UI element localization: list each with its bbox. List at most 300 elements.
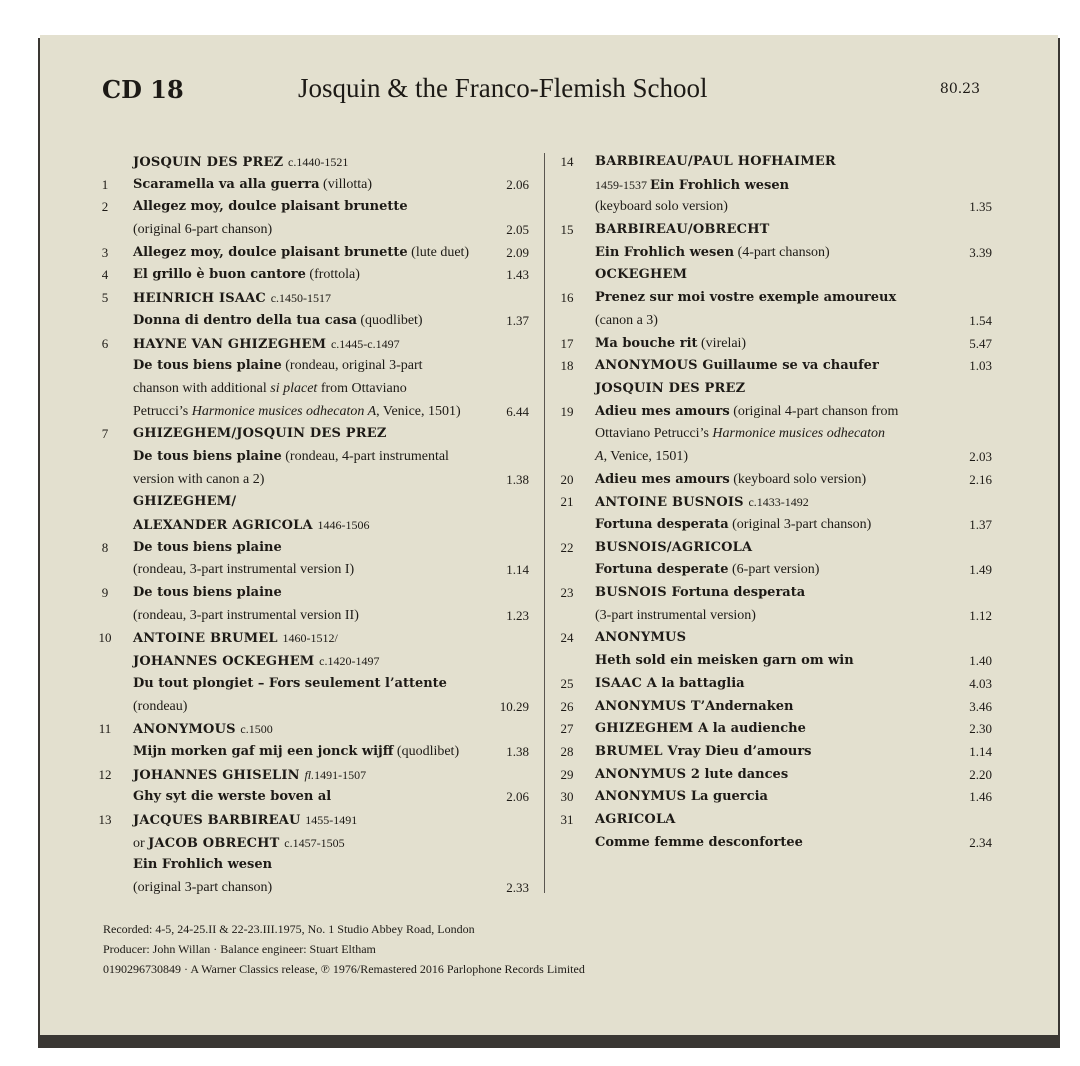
- tracklist-line: [96, 854, 529, 877]
- track-number: 31: [560, 811, 574, 827]
- text-segment: Fortuna desperate: [595, 562, 729, 578]
- track-number: 11: [98, 721, 112, 737]
- track-duration: 1.35: [969, 199, 992, 215]
- track-text: [595, 514, 871, 537]
- track-text: [133, 514, 370, 538]
- text-segment: from Ottaviano: [317, 380, 407, 396]
- track-number: 27: [560, 721, 574, 737]
- track-text: [595, 786, 768, 809]
- tracklist-line: [96, 605, 529, 628]
- track-text: [595, 741, 811, 764]
- text-segment: ANONYMOUS: [133, 722, 241, 738]
- text-segment: ANTOINE BUSNOIS: [595, 495, 749, 511]
- text-segment: De tous biens plaine: [133, 358, 282, 374]
- track-text: [595, 696, 793, 719]
- text-segment: ISAAC: [595, 675, 647, 691]
- tracklist-line: [96, 809, 529, 832]
- tracklist-line: [558, 741, 992, 764]
- track-duration: 1.38: [506, 471, 529, 487]
- track-duration: 1.23: [506, 607, 529, 623]
- text-segment: Ein Frohlich wesen: [650, 177, 790, 193]
- track-number: 28: [560, 743, 574, 759]
- track-duration: 1.37: [969, 517, 992, 532]
- track-number: 30: [560, 789, 574, 805]
- tracklist-line: [96, 627, 529, 650]
- track-number: 14: [560, 154, 574, 169]
- text-segment: Donna di dentro della tua casa: [133, 312, 357, 328]
- tracklist-line: [558, 718, 992, 741]
- text-segment: Heth sold ein meisken garn om win: [595, 653, 854, 669]
- cd-label: CD 18: [102, 75, 184, 104]
- text-segment: Allegez moy, doulce plaisant brunette: [133, 199, 408, 215]
- tracklist-line: [96, 287, 529, 310]
- track-duration: 2.34: [969, 834, 992, 850]
- track-text: [133, 174, 372, 197]
- text-segment: ANONYMUS: [595, 630, 687, 646]
- text-segment: Ein Frohlich wesen: [595, 244, 735, 260]
- track-duration: 1.38: [506, 743, 529, 759]
- text-segment: BARBIREAU/PAUL HOFHAIMER: [595, 154, 836, 169]
- track-duration: 1.37: [506, 312, 529, 328]
- track-text: [595, 469, 866, 492]
- track-text: [133, 287, 331, 311]
- track-duration: 2.16: [969, 471, 992, 487]
- track-text: [133, 423, 387, 446]
- tracklist-line: [558, 627, 992, 650]
- tracklist-line: [96, 696, 529, 719]
- tracklist-line: [558, 333, 992, 356]
- tracklist-line: [96, 219, 529, 242]
- text-segment: (rondeau, 4-part instrumental: [281, 448, 449, 464]
- tracklist-line: [558, 514, 992, 537]
- track-number: 3: [101, 244, 109, 260]
- text-segment: Adieu mes amours: [595, 403, 730, 419]
- text-segment: Petrucci’s: [133, 403, 192, 419]
- track-text: [595, 446, 688, 469]
- track-number: 7: [101, 426, 109, 442]
- track-duration: 2.05: [506, 222, 529, 238]
- track-duration: 10.29: [499, 698, 529, 714]
- text-segment: Adieu mes amours: [595, 471, 730, 487]
- track-text: [595, 718, 806, 741]
- text-segment: c.1420-1497: [319, 654, 380, 669]
- track-duration: 1.49: [969, 562, 992, 578]
- text-segment: (original 3-part chanson): [728, 517, 872, 532]
- track-text: [595, 378, 745, 401]
- text-segment: OCKEGHEM: [595, 267, 688, 283]
- track-text: [133, 491, 236, 514]
- recorded-line: Recorded: 4-5, 24-25.II & 22-23.III.1975, No. 1 Studio Abbey Road, London: [103, 922, 475, 936]
- track-text: [133, 627, 338, 651]
- track-number: 25: [560, 675, 574, 691]
- tracklist-line: [96, 514, 529, 537]
- tracklist-line: [558, 469, 992, 492]
- text-segment: (rondeau): [133, 698, 188, 714]
- text-segment: JACOB OBRECHT: [148, 835, 285, 851]
- text-segment: Prenez sur moi vostre exemple amoureux: [595, 290, 897, 306]
- text-segment: De tous biens plaine: [133, 448, 282, 464]
- track-duration: 6.44: [506, 403, 529, 419]
- text-segment: (rondeau, 3-part instrumental version I): [133, 562, 355, 578]
- track-duration: 4.03: [969, 675, 992, 691]
- track-duration: 3.39: [969, 244, 992, 260]
- tracklist-line: [96, 537, 529, 560]
- track-text: [133, 718, 273, 742]
- track-duration: 1.43: [506, 267, 529, 283]
- track-number: 29: [560, 766, 574, 782]
- track-text: [133, 333, 400, 357]
- track-number: 9: [101, 585, 109, 601]
- text-segment: (keyboard solo version): [595, 199, 728, 215]
- tracklist-line: [558, 355, 992, 378]
- tracklist-line: [96, 718, 529, 741]
- text-segment: chanson with additional: [133, 380, 271, 396]
- text-segment: ALEXANDER AGRICOLA: [133, 518, 318, 533]
- track-number: 16: [560, 290, 574, 306]
- tracklist-left-column: [96, 151, 529, 900]
- text-segment: ANONYMUS: [595, 789, 691, 805]
- tracklist-line: [558, 832, 992, 855]
- tracklist-line: [558, 287, 992, 310]
- text-segment: BARBIREAU/OBRECHT: [595, 222, 770, 238]
- track-duration: 2.20: [969, 766, 992, 782]
- tracklist-line: [558, 786, 992, 809]
- tracklist-line: [96, 196, 529, 219]
- track-text: [595, 605, 756, 628]
- track-text: [133, 310, 423, 333]
- track-text: [133, 219, 272, 242]
- track-duration: 2.06: [506, 789, 529, 805]
- text-segment: AGRICOLA: [595, 811, 676, 827]
- text-segment: Harmonice musices odhecaton A: [191, 403, 377, 419]
- track-text: [133, 764, 366, 788]
- track-text: [595, 219, 770, 242]
- track-text: [595, 650, 854, 673]
- text-segment: JOHANNES OCKEGHEM: [133, 654, 320, 670]
- tracklist-line: [96, 174, 529, 197]
- text-segment: c.1445-c.1497: [330, 336, 400, 351]
- text-segment: ANONYMOUS: [595, 358, 703, 374]
- text-segment: Harmonice musices odhecaton: [712, 426, 886, 442]
- track-text: [133, 242, 469, 265]
- track-number: 15: [560, 222, 574, 238]
- text-segment: Scaramella va alla guerra: [133, 176, 320, 192]
- tracklist-line: [558, 151, 992, 174]
- tracklist-line: [558, 401, 992, 424]
- text-segment: T’Andernaken: [690, 698, 794, 714]
- text-segment: El grillo è buon cantore: [133, 267, 306, 283]
- tracklist-line: [96, 242, 529, 265]
- track-text: [133, 196, 408, 219]
- text-segment: Fortuna desperata: [671, 585, 806, 601]
- text-segment: si placet: [270, 380, 318, 396]
- track-text: [595, 627, 686, 650]
- text-segment: c.1433-1492: [748, 495, 809, 510]
- track-number: 5: [101, 290, 109, 306]
- track-duration: 5.47: [969, 335, 992, 351]
- track-text: [595, 310, 658, 333]
- text-segment: (frottola): [305, 267, 360, 283]
- tracklist-line: [558, 310, 992, 333]
- page-header: [40, 73, 1058, 113]
- tracklist-line: [558, 809, 992, 832]
- tracklist-line: [558, 219, 992, 242]
- text-segment: Allegez moy, doulce plaisant brunette: [133, 244, 408, 260]
- text-segment: fl.: [304, 767, 315, 782]
- track-text: [595, 287, 896, 310]
- text-segment: BUSNOIS: [595, 585, 672, 601]
- track-text: [595, 264, 687, 287]
- track-text: [595, 333, 746, 356]
- track-text: [595, 764, 788, 787]
- text-segment: Ein Frohlich wesen: [133, 857, 273, 873]
- track-duration: 1.40: [969, 653, 992, 669]
- booklet-page: [40, 35, 1058, 1035]
- tracklist-line: [96, 491, 529, 514]
- text-segment: Mijn morken gaf mij een jonck wijff: [133, 743, 394, 759]
- track-number: 1: [101, 176, 109, 192]
- track-text: [595, 832, 803, 855]
- track-number: 8: [101, 539, 109, 555]
- text-segment: (3-part instrumental version): [595, 607, 756, 623]
- track-number: 19: [560, 403, 574, 419]
- tracklist-line: [96, 355, 529, 378]
- text-segment: Vray Dieu d’amours: [667, 743, 812, 759]
- track-text: [595, 491, 809, 515]
- text-segment: HAYNE VAN GHIZEGHEM: [133, 336, 331, 352]
- track-duration: 2.30: [969, 721, 992, 737]
- track-text: [133, 446, 449, 469]
- tracklist-line: [558, 673, 992, 696]
- tracklist-line: [96, 877, 529, 900]
- tracklist-line: [558, 605, 992, 628]
- text-segment: 1446-1506: [317, 518, 370, 532]
- track-duration: 2.06: [506, 176, 529, 192]
- tracklist-line: [558, 174, 992, 197]
- tracklist-line: [96, 650, 529, 673]
- tracklist-line: [558, 446, 992, 469]
- text-segment: c.1500: [240, 722, 273, 737]
- track-text: [595, 673, 745, 696]
- tracklist-line: [558, 196, 992, 219]
- track-duration: 2.09: [506, 244, 529, 260]
- tracklist-line: [96, 401, 529, 424]
- tracklist-line: [558, 242, 992, 265]
- tracklist-line: [96, 333, 529, 356]
- text-segment: c.1440-1521: [288, 155, 349, 169]
- text-segment: JOSQUIN DES PREZ: [133, 155, 289, 170]
- text-segment: (villotta): [319, 176, 373, 192]
- text-segment: (rondeau, 3-part instrumental version II): [133, 607, 359, 623]
- tracklist-right-column: [558, 151, 992, 854]
- column-divider: [544, 153, 545, 893]
- track-text: [133, 151, 348, 175]
- text-segment: (keyboard solo version): [729, 471, 867, 487]
- track-number: 17: [560, 335, 574, 351]
- track-duration: 1.46: [969, 789, 992, 805]
- text-segment: (original 6-part chanson): [133, 222, 273, 238]
- text-segment: , Venice, 1501): [603, 448, 689, 464]
- track-number: 22: [560, 539, 574, 555]
- text-segment: (4-part chanson): [734, 244, 830, 260]
- text-segment: , Venice, 1501): [376, 403, 461, 419]
- track-text: [595, 423, 885, 446]
- track-number: 24: [560, 630, 574, 646]
- tracklist-line: [96, 764, 529, 787]
- track-text: [133, 355, 423, 378]
- tracklist-line: [558, 696, 992, 719]
- track-duration: 1.54: [969, 312, 992, 328]
- track-text: [595, 559, 819, 582]
- track-number: 20: [560, 471, 574, 487]
- text-segment: (lute duet): [407, 244, 470, 260]
- text-segment: De tous biens plaine: [133, 585, 282, 601]
- tracklist-line: [558, 378, 992, 401]
- track-number: 6: [101, 335, 109, 351]
- track-text: [595, 196, 728, 219]
- tracklist-line: [558, 559, 992, 582]
- credits: [103, 919, 585, 979]
- tracklist-line: [96, 310, 529, 333]
- text-segment: ANTOINE BRUMEL: [133, 631, 283, 647]
- page-title: Josquin & the Franco-Flemish School: [298, 73, 708, 103]
- text-segment: JOHANNES GHISELIN: [133, 767, 305, 783]
- tracklist-line: [96, 559, 529, 582]
- text-segment: JOSQUIN DES PREZ: [595, 380, 746, 396]
- track-text: [133, 378, 407, 401]
- text-segment: ANONYMUS: [595, 766, 691, 782]
- text-segment: GHIZEGHEM: [595, 721, 699, 737]
- text-segment: (6-part version): [728, 562, 820, 578]
- tracklist-line: [96, 832, 529, 855]
- track-text: [595, 809, 676, 832]
- track-number: 10: [98, 630, 112, 646]
- text-segment: 1491-1507: [314, 767, 367, 782]
- text-segment: Comme femme desconfortee: [595, 834, 803, 850]
- tracklist-line: [96, 673, 529, 696]
- track-text: [595, 242, 830, 265]
- catalog-line: 0190296730849 · A Warner Classics release, ℗ 1976/Remastered 2016 Parlophone Records Limited: [103, 962, 585, 976]
- text-segment: (rondeau, original 3-part: [281, 358, 423, 374]
- text-segment: 1459-1537: [595, 177, 650, 192]
- track-text: [133, 582, 282, 605]
- text-segment: (canon a 3): [595, 312, 658, 328]
- tracklist-line: [96, 151, 529, 174]
- track-number: 2: [101, 199, 109, 215]
- text-segment: (virelai): [697, 335, 747, 351]
- tracklist-line: [96, 264, 529, 287]
- track-number: 4: [101, 267, 109, 283]
- tracklist-line: [558, 423, 992, 446]
- track-duration: 1.14: [969, 743, 992, 759]
- track-text: [595, 537, 752, 560]
- tracklist-line: [558, 537, 992, 560]
- tracklist-line: [96, 741, 529, 764]
- text-segment: HEINRICH ISAAC: [133, 291, 271, 307]
- text-segment: version with canon a 2): [133, 471, 265, 487]
- text-segment: GHIZEGHEM/: [133, 494, 237, 510]
- text-segment: JACQUES BARBIREAU: [133, 812, 306, 828]
- track-text: [133, 469, 264, 492]
- text-segment: A la audienche: [698, 721, 806, 737]
- track-text: [133, 264, 360, 287]
- track-text: [595, 401, 898, 424]
- text-segment: GHIZEGHEM/JOSQUIN DES PREZ: [133, 426, 387, 442]
- track-number: 13: [98, 811, 112, 827]
- text-segment: Du tout plongiet – Fors seulement l’attente: [133, 675, 447, 691]
- tracklist-line: [96, 378, 529, 401]
- text-segment: ANONYMUS: [595, 698, 691, 714]
- text-segment: 2 lute dances: [690, 766, 789, 782]
- tracklist-line: [558, 264, 992, 287]
- track-text: [595, 582, 805, 605]
- tracklist-line: [558, 650, 992, 673]
- text-segment: (original 4-part chanson from: [729, 403, 899, 419]
- track-text: [133, 559, 354, 582]
- track-text: [133, 832, 345, 856]
- tracklist-line: [558, 582, 992, 605]
- text-segment: (original 3-part chanson): [133, 880, 273, 895]
- text-segment: Ghy syt die werste boven al: [133, 789, 332, 805]
- track-text: [595, 151, 836, 174]
- total-time: 80.23: [939, 81, 980, 97]
- track-text: [133, 786, 331, 809]
- track-duration: 2.03: [969, 448, 992, 464]
- track-text: [595, 355, 879, 378]
- text-segment: 1460-1512/: [282, 631, 338, 646]
- track-number: 23: [560, 585, 574, 601]
- track-text: [133, 401, 461, 424]
- track-number: 12: [98, 766, 112, 782]
- track-number: 26: [560, 698, 574, 714]
- track-duration: 3.46: [969, 698, 992, 714]
- tracklist-line: [96, 423, 529, 446]
- text-segment: Guillaume se va chaufer: [702, 358, 879, 374]
- tracklist-line: [96, 786, 529, 809]
- text-segment: Ma bouche rit: [595, 335, 698, 351]
- track-text: [133, 809, 357, 833]
- producer-line: Producer: John Willan · Balance engineer: Stuart Eltham: [103, 942, 376, 956]
- text-segment: De tous biens plaine: [133, 539, 282, 555]
- text-segment: Fortuna desperata: [595, 517, 729, 532]
- text-segment: A la battaglia: [646, 675, 745, 691]
- tracklist-line: [558, 764, 992, 787]
- tracklist-line: [96, 446, 529, 469]
- track-duration: 1.12: [969, 607, 992, 623]
- text-segment: A: [595, 448, 604, 464]
- text-segment: 1455-1491: [305, 812, 358, 827]
- text-segment: or: [133, 835, 149, 851]
- track-text: [133, 696, 187, 719]
- tracklist-line: [96, 469, 529, 492]
- text-segment: BUSNOIS/AGRICOLA: [595, 539, 753, 555]
- track-text: [133, 537, 282, 560]
- tracklist-line: [558, 491, 992, 514]
- text-segment: Ottaviano Petrucci’s: [595, 426, 713, 442]
- track-text: [595, 174, 789, 198]
- text-segment: (quodlibet): [393, 743, 460, 759]
- text-segment: (quodlibet): [356, 312, 423, 328]
- text-segment: c.1457-1505: [284, 835, 345, 850]
- track-duration: 2.33: [506, 880, 529, 895]
- track-text: [133, 673, 447, 696]
- track-number: 21: [560, 494, 574, 510]
- track-duration: 1.14: [506, 562, 529, 578]
- track-text: [133, 877, 272, 900]
- track-duration: 1.03: [969, 358, 992, 374]
- track-text: [133, 650, 379, 674]
- track-text: [133, 605, 359, 628]
